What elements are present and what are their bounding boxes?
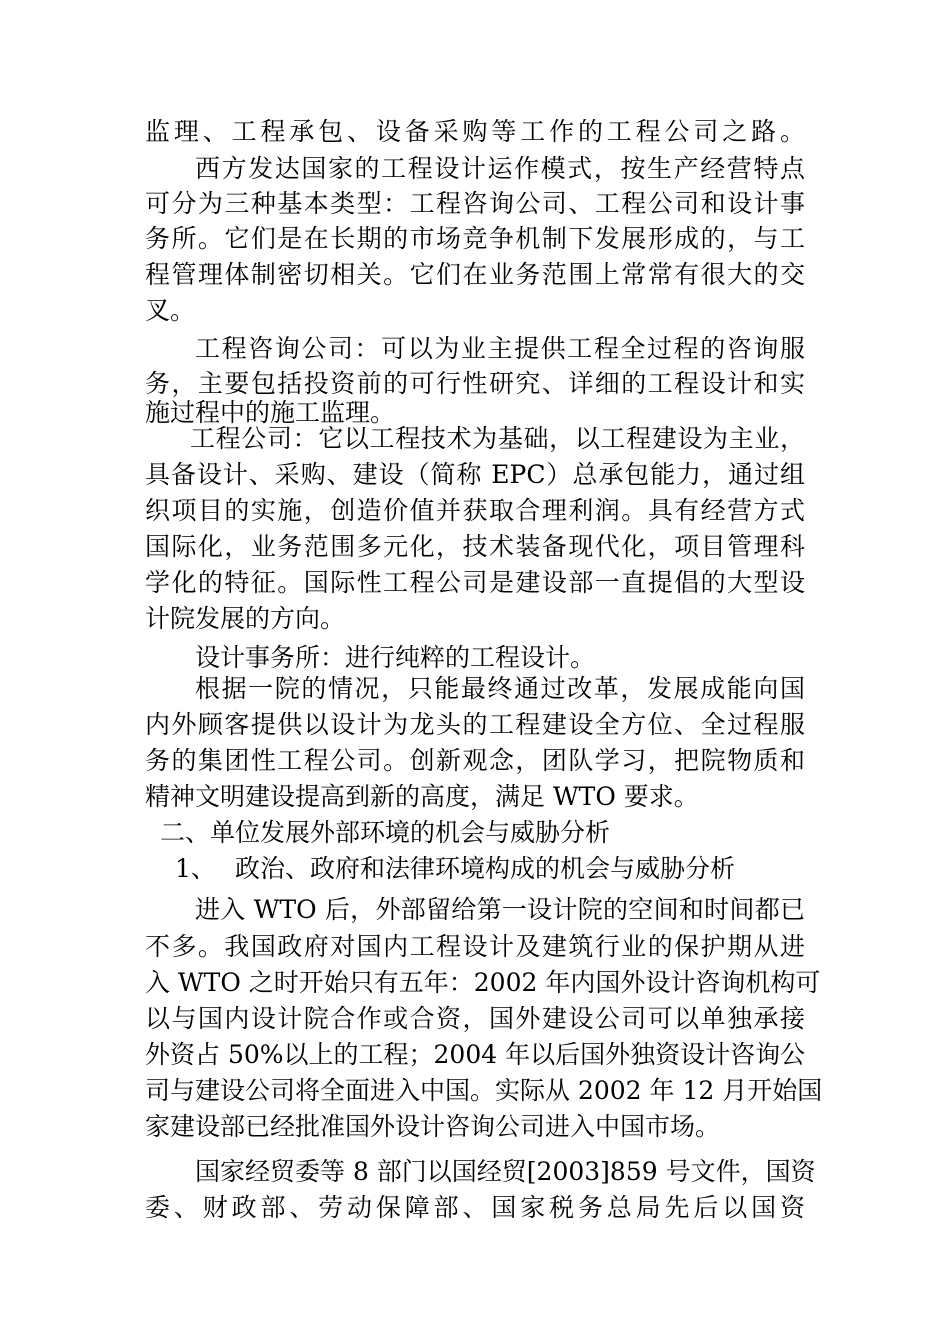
text-line: 可分为三种基本类型：工程咨询公司、工程公司和设计事 — [145, 189, 805, 218]
text-line: 施过程中的施工监理。 — [145, 398, 396, 427]
text-line: 计院发展的方向。 — [145, 604, 346, 633]
text-line: 委、财政部、劳动保障部、国家税务总局先后以国资 — [145, 1193, 805, 1222]
text-line: 司与建设公司将全面进入中国。实际从 2002 年 12 月开始国 — [145, 1076, 823, 1105]
text-line: 内外顾客提供以设计为龙头的工程建设全方位、全过程服 — [145, 710, 805, 739]
text-line: 入 WTO 之时开始只有五年：2002 年内国外设计咨询机构可 — [145, 968, 821, 997]
text-line: 织项目的实施，创造价值并获取合理利润。具有经营方式 — [145, 496, 805, 525]
subsection-heading — [175, 852, 735, 886]
text-line: 程管理体制密切相关。它们在业务范围上常常有很大的交 — [145, 260, 805, 289]
text-line: 务的集团性工程公司。创新观念，团队学习，把院物质和 — [145, 746, 805, 775]
paragraph-first-line: 设计事务所：进行纯粹的工程设计。 — [195, 643, 596, 672]
section-heading: 二、单位发展外部环境的机会与威胁分析 — [160, 818, 611, 847]
text-line: 家建设部已经批准国外设计咨询公司进入中国市场。 — [145, 1112, 721, 1141]
text-line: 监理、工程承包、设备采购等工作的工程公司之路。 — [145, 117, 805, 146]
text-line: 国际化，业务范围多元化，技术装备现代化，项目管理科 — [145, 532, 805, 561]
paragraph-first-line: 工程咨询公司：可以为业主提供工程全过程的咨询服 — [195, 334, 805, 363]
paragraph-first-line: 进入 WTO 后，外部留给第一设计院的空间和时间都已 — [195, 895, 805, 924]
text-line: 外资占 50%以上的工程；2004 年以后国外独资设计咨询公 — [145, 1040, 806, 1069]
text-line: 务，主要包括投资前的可行性研究、详细的工程设计和实 — [145, 369, 805, 398]
text-line: 精神文明建设提高到新的高度，满足 WTO 要求。 — [145, 782, 699, 811]
text-line: 以与国内设计院合作或合资，国外建设公司可以单独承接 — [145, 1004, 805, 1033]
text-line: 学化的特征。国际性工程公司是建设部一直提倡的大型设 — [145, 568, 805, 597]
paragraph-first-line: 工程公司：它以工程技术为基础，以工程建设为主业， — [190, 424, 805, 453]
subsection-title: 政治、政府和法律环境构成的机会与威胁分析 — [235, 854, 736, 883]
paragraph-first-line: 根据一院的情况，只能最终通过改革，发展成能向国 — [195, 674, 805, 703]
text-line: 不多。我国政府对国内工程设计及建筑行业的保护期从进 — [145, 932, 805, 961]
text-line: 务所。它们是在长期的市场竞争机制下发展形成的，与工 — [145, 224, 805, 253]
text-line: 具备设计、采购、建设（简称 EPC）总承包能力，通过组 — [145, 460, 805, 489]
paragraph-first-line: 国家经贸委等 8 部门以国经贸[2003]859 号文件，国资 — [195, 1157, 816, 1186]
text-line: 叉。 — [145, 296, 196, 325]
subsection-number: 1、 — [175, 854, 216, 883]
paragraph-first-line: 西方发达国家的工程设计运作模式，按生产经营特点 — [195, 154, 805, 183]
